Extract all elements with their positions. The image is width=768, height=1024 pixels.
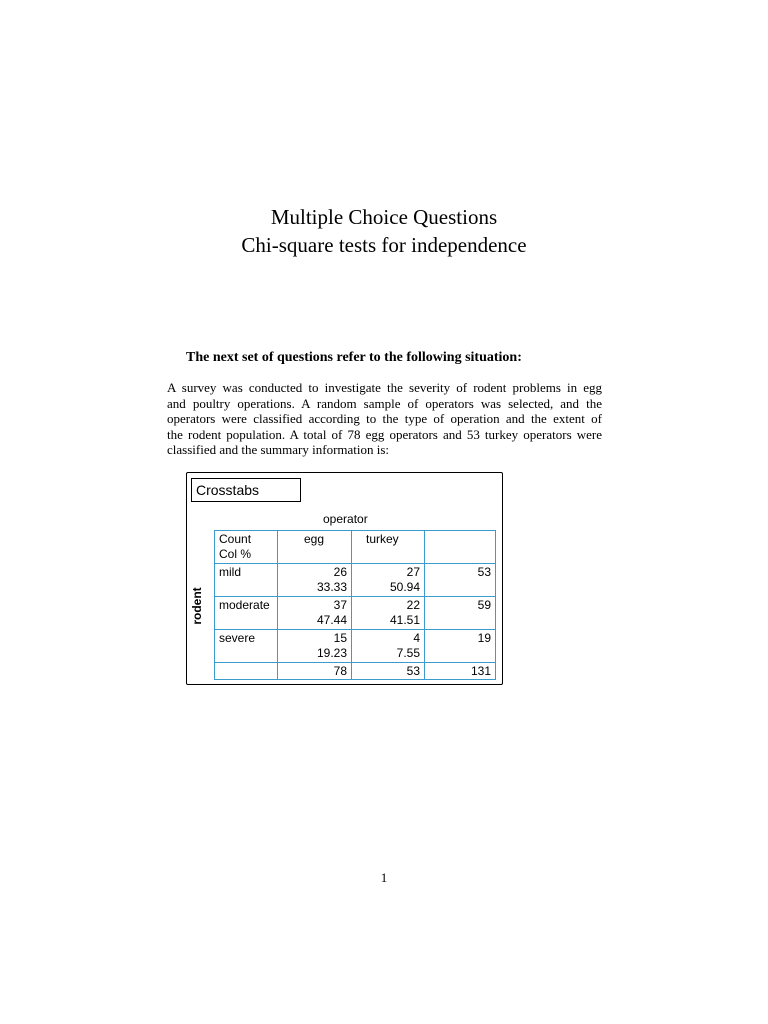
row-label: moderate — [215, 597, 278, 630]
paragraph-line: classified and the summary information is: — [167, 442, 390, 457]
egg-cell — [278, 630, 352, 663]
egg-count: 15 — [333, 631, 347, 645]
row-label: severe — [215, 630, 278, 663]
stub-colpct-label: Col % — [219, 547, 252, 561]
totals-row — [215, 663, 496, 680]
table-row — [215, 564, 496, 597]
stub-header-cell — [215, 531, 278, 564]
paragraph-line: the rodent population. A total of 78 egg operators and 53 turkey operators were — [167, 426, 602, 442]
turkey-total: 53 — [352, 663, 425, 680]
table-row — [215, 630, 496, 663]
turkey-count: 22 — [406, 598, 420, 612]
row-variable-label: rodent — [190, 587, 204, 625]
totals-label — [215, 663, 278, 680]
title-line-2: Chi-square tests for independence — [241, 233, 527, 257]
col-header-egg: egg — [278, 531, 352, 564]
egg-count: 26 — [333, 565, 347, 579]
turkey-cell — [352, 564, 425, 597]
turkey-count: 4 — [413, 631, 420, 645]
row-total: 53 — [425, 564, 496, 597]
crosstab-table — [214, 530, 496, 680]
row-total: 19 — [425, 630, 496, 663]
title-line-1: Multiple Choice Questions — [270, 205, 498, 229]
egg-cell — [278, 564, 352, 597]
table-row — [215, 597, 496, 630]
section-heading: The next set of questions refer to the following situation: — [186, 350, 522, 365]
turkey-col-pct: 7.55 — [396, 646, 420, 660]
turkey-cell — [352, 597, 425, 630]
col-header-total — [425, 531, 496, 564]
crosstabs-label: Crosstabs — [191, 478, 301, 502]
column-variable-label: operator — [323, 512, 368, 526]
turkey-col-pct: 41.51 — [389, 613, 420, 627]
egg-col-pct: 33.33 — [316, 580, 347, 594]
turkey-col-pct: 50.94 — [389, 580, 420, 594]
turkey-cell — [352, 630, 425, 663]
crosstab-panel — [186, 472, 503, 685]
egg-count: 37 — [333, 598, 347, 612]
table-header-row — [215, 531, 496, 564]
egg-col-pct: 47.44 — [316, 613, 347, 627]
col-header-turkey: turkey — [352, 531, 425, 564]
paragraph-line: operators were classified according to the type of operation and the extent of — [167, 411, 602, 426]
egg-total: 78 — [278, 663, 352, 680]
turkey-count: 27 — [406, 565, 420, 579]
grand-total: 131 — [425, 663, 496, 680]
row-label: mild — [215, 564, 278, 597]
row-total: 59 — [425, 597, 496, 630]
document-title — [0, 203, 768, 259]
paragraph-line: A survey was conducted to investigate the severity of rodent problems in egg — [167, 380, 602, 395]
stub-count-label: Count — [219, 532, 252, 546]
situation-paragraph — [167, 380, 602, 458]
paragraph-line: and poultry operations. A random sample of operators was selected, and the — [167, 395, 602, 411]
egg-cell — [278, 597, 352, 630]
page-number: 1 — [380, 870, 388, 885]
egg-col-pct: 19.23 — [316, 646, 347, 660]
